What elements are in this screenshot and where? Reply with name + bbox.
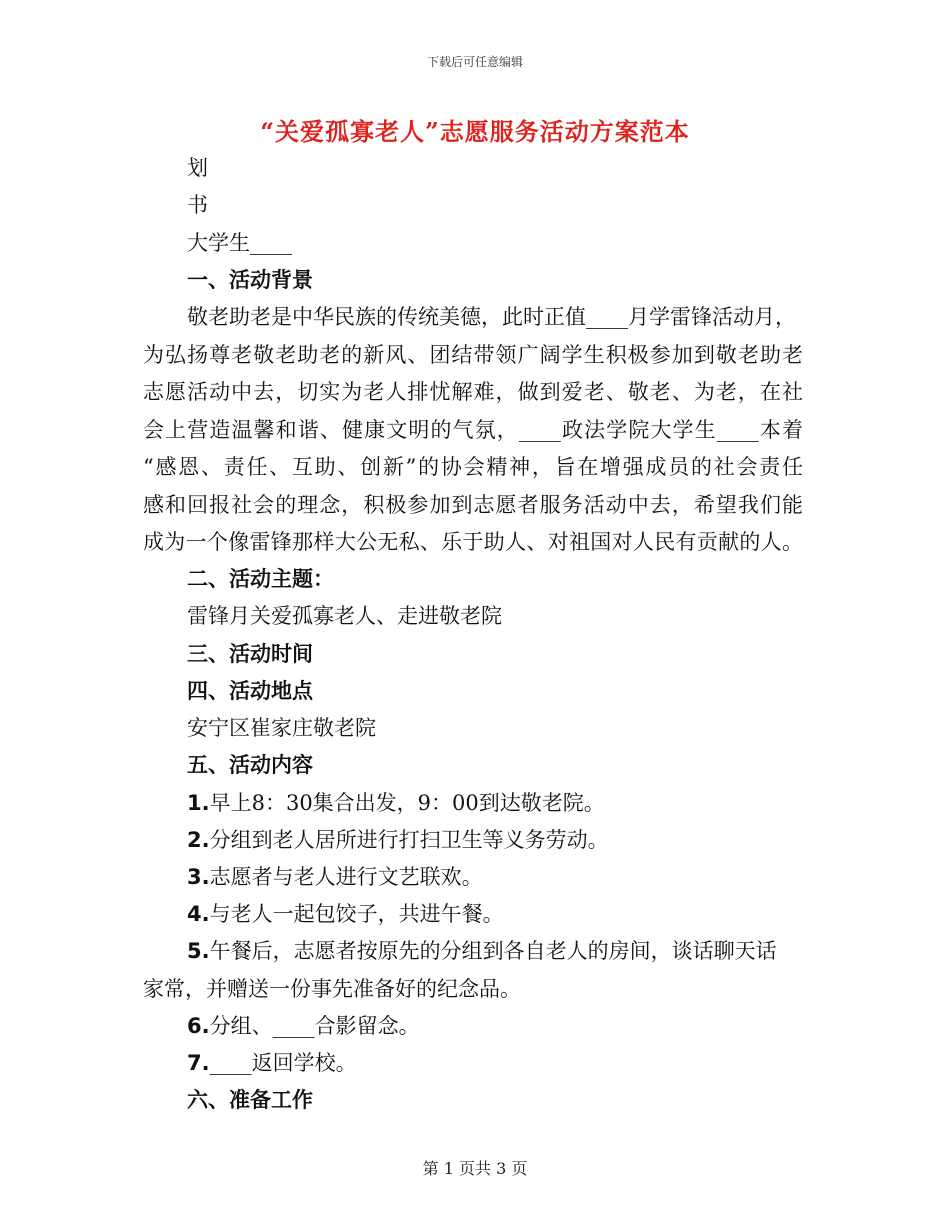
section-heading-content: 五、活动内容 (187, 752, 313, 777)
list-item (187, 1049, 847, 1077)
document-title: “关爱孤寡老人”志愿服务活动方案范本 (260, 117, 690, 146)
list-item-text: 午餐后，志愿者按原先的分组到各自老人的房间，谈话聊天话 (209, 939, 777, 963)
list-item (187, 789, 847, 817)
list-item-text: 分组到老人居所进行打扫卫生等义务劳动。 (209, 828, 609, 852)
list-item (187, 937, 847, 965)
list-item-number: 4. (187, 902, 210, 926)
paragraph-line: 感和回报社会的理念，积极参加到志愿者服务活动中去，希望我们能 (143, 493, 803, 517)
list-item (187, 1012, 847, 1040)
list-item-number: 3. (187, 865, 210, 889)
list-item-text: 分组、____合影留念。 (209, 1014, 420, 1038)
list-item-number: 5. (187, 939, 210, 963)
list-item (187, 863, 847, 891)
list-item-number: 2. (187, 828, 210, 852)
list-item-number: 6. (187, 1014, 210, 1038)
list-item-text: 早上8：30集合出发，9：00到达敬老院。 (209, 791, 605, 815)
list-item-text: 与老人一起包饺子，共进午餐。 (209, 902, 504, 926)
fragment-line: 划 (187, 156, 208, 180)
location-text: 安宁区崔家庄敬老院 (187, 716, 376, 740)
theme-text: 雷锋月关爱孤寡老人、走进敬老院 (187, 604, 502, 628)
list-item-continuation (143, 975, 803, 1003)
list-item (187, 900, 847, 928)
section-heading-theme: 二、活动主题： (187, 566, 334, 591)
list-item-number: 1. (187, 791, 210, 815)
paragraph-line: 志愿活动中去，切实为老人排忧解难，做到爱老、敬老、为老，在社 (143, 380, 803, 404)
paragraph-line: 敬老助老是中华民族的传统美德，此时正值____月学雷锋活动月， (187, 305, 796, 329)
paragraph-line: 会上营造温馨和谐、健康文明的气氛，____政法学院大学生____本着 (143, 418, 803, 442)
section-heading-preparation: 六、准备工作 (187, 1087, 313, 1112)
list-item-number: 7. (187, 1051, 210, 1075)
fragment-line: 书 (187, 193, 208, 217)
list-item-text: ____返回学校。 (209, 1051, 357, 1075)
header-note: 下载后可任意编辑 (426, 55, 523, 69)
list-item-text: 志愿者与老人进行文艺联欢。 (209, 865, 483, 889)
paragraph-line: “感恩、责任、互助、创新”的协会精神，旨在增强成员的社会责任 (143, 455, 803, 479)
section-heading-location: 四、活动地点 (187, 678, 313, 703)
paragraph-line: 为弘扬尊老敬老助老的新风、团结带领广阔学生积极参加到敬老助老 (143, 343, 803, 367)
page-footer: 第 1 页共 3 页 (422, 1159, 528, 1178)
paragraph-line: 成为一个像雷锋那样大公无私、乐于助人、对祖国对人民有贡献的人。 (143, 530, 803, 554)
section-heading-background: 一、活动背景 (187, 267, 313, 292)
section-heading-time: 三、活动时间 (187, 641, 313, 666)
list-item (187, 826, 847, 854)
list-item-text: 家常，并赠送一份事先准备好的纪念品。 (143, 977, 521, 1001)
fragment-line: 大学生____ (187, 231, 292, 255)
